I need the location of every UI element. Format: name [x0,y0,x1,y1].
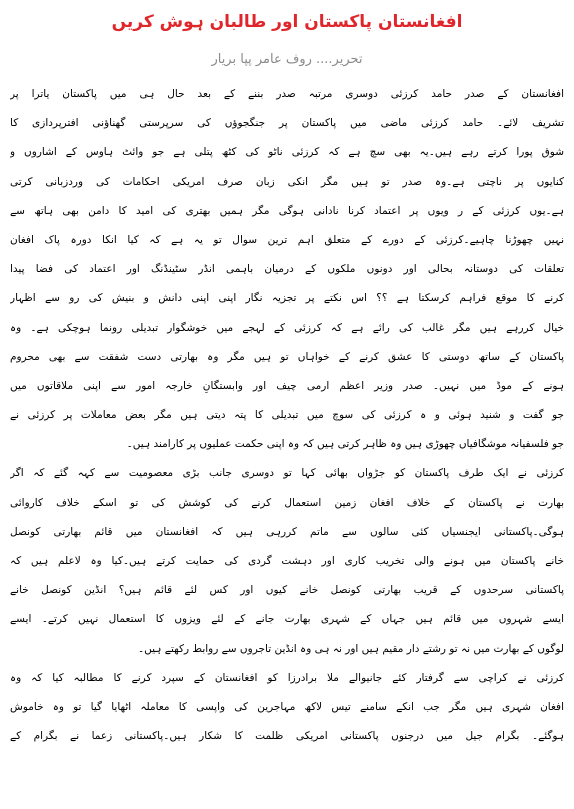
body-line: ایسے شہروں میں قائم ہیں جہاں کے شہری بھارت جانے کے لئے ویزوں کا استعمال نہیں کرتے۔ ایسے [10,613,564,626]
body-line: کرزئی نے کراچی سے گرفتار کئے جانیوالے ملا برادرزا کو افغانستان کے سپرد کرنے کا مطالبہ کیا کہ وہ [10,671,564,684]
body-line: ہے۔یوں کرزئی کے ر ویوں پر اعتماد کرنا نادانی ہوگی مگر ہمیں بھتری کی امید کا دامن بھی ہاتھ سے [10,204,564,217]
body-line: بھارت نے پاکستان کے خلاف افغان زمین استعمال کرنے کی کوشش کی تو اسکے خلاف کاروائی [10,496,564,509]
body-line: افغان شہری ہیں مگر جب انکے سامنے تیس لاکھ مہاجرین کی واپسی کا معاملہ اٹھایا گیا تو وہ خاموش [10,700,564,713]
body-line: شوق پورا کرتے رہے ہیں۔یہ بھی سچ ہے کہ کرزئی ناٹو کی کٹھ پتلی ہے جو وائٹ ہاوس کے اشاروں و [10,146,564,159]
body-line: ہونے کے موڈ میں نہیں۔ صدر وزیر اعظم ارمی چیف اور وابستگانِ خارجہ امور سے اپنی ملاقاتوں میں [10,379,564,392]
body-line: جو فلسفیانہ موشگافیاں چھوڑی ہیں وہ ظاہر کرتی ہیں کہ وہ اپنی حکمت عملیوں پر کارامند ہیں۔ [126,438,564,451]
body-line: کنایوں پر ناچتی ہے۔وہ صدر تو ہیں مگر انکی زبان صرف امریکی احکامات کی وردزبانی کرتی [10,175,564,188]
body-line: افغانستان کے صدر حامد کرزئی دوسری مرتبہ صدر بننے کے بعد حال ہی میں پاکستان یاترا پر [10,88,564,100]
body-line: ہوگی۔پاکستانی ایجنسیاں کئی سالوں سے ماتم کررہی ہیں کہ افغانستان میں قائم بھارتی کونصل [10,525,564,538]
body-line: نہیں چھوڑنا چاہیے۔کرزئی کے دورے کے متعلق اہم ترین سوال تو یہ ہے کہ کیا انکا دورہ پاک افغان [10,233,564,246]
body-line: پاکستانی سرحدوں کے قریب بھارتی کونصل خانے کیوں اور کس لئے قائم ہیں؟ انڈین کونصل خانے [10,584,564,597]
body-line: جو گفت و شنید ہوئی و ہ کرزئی کی سوچ میں تبدیلی کا پتہ دیتی ہیں مگر بعض معاملات پر کرزئی نے [10,409,564,422]
body-line: ہوگئے۔ بگرام جیل میں درجنوں پاکستانی امریکی ظلمت کا شکار ہیں۔پاکستانی زعما نے بگرام کے [10,730,564,743]
body-line: کرنے کا موقع فراہم کرسکتا ہے ؟؟ اس نکتے پر تجزیہ نگار اپنی اپنی دانش و بنیش کی رو سے اظہار [10,292,564,305]
article-body [10,80,564,751]
body-line: پاکستان کے ساتھ دوستی کا عشق کرنے کے خواہاں تو ہیں مگر وہ بھارتی دست شفقت سے بھی محروم [10,350,564,363]
body-line: تعلقات کی دوستانہ بحالی اور دونوں ملکوں کے درمیان باہمی انڈر سٹینڈنگ اور اعتماد کی فضا پیدا [10,263,564,276]
body-line: لوگوں کے بھارت میں نہ تو رشتے دار مقیم ہیں اور نہ ہی وہ انڈین تاجروں سے روابط رکھتے ہیں۔ [137,642,564,655]
body-line: خیال کررہے ہیں مگر غالب کی رائے ہے کہ کرزئی کے لہجے میں خوشگوار تبدیلی رونما ہوچکی ہے۔ وہ [10,321,564,334]
body-line: خانے پاکستان میں ہونے والی تخریب کاری اور دہشت گردی کی حمایت کرتے ہیں۔کیا وہ لاعلم ہیں کہ [10,555,564,567]
article-title: افغانستان پاکستان اور طالبان ہوش کریں [111,12,463,32]
body-line: تشریف لائے۔ حامد کرزئی ماضی میں پاکستان پر جنگجوؤں کی سرپرستی گھناؤنی افترپردازی کا [10,117,564,130]
article-byline: تحریر.... روف عامر پپا بریار [211,52,363,67]
body-line: کرزئی نے ایک طرف پاکستان کو جڑواں بھائی کہا تو دوسری جانب بڑی معصومیت سے کہہ گئے کہ اگر [10,467,564,480]
